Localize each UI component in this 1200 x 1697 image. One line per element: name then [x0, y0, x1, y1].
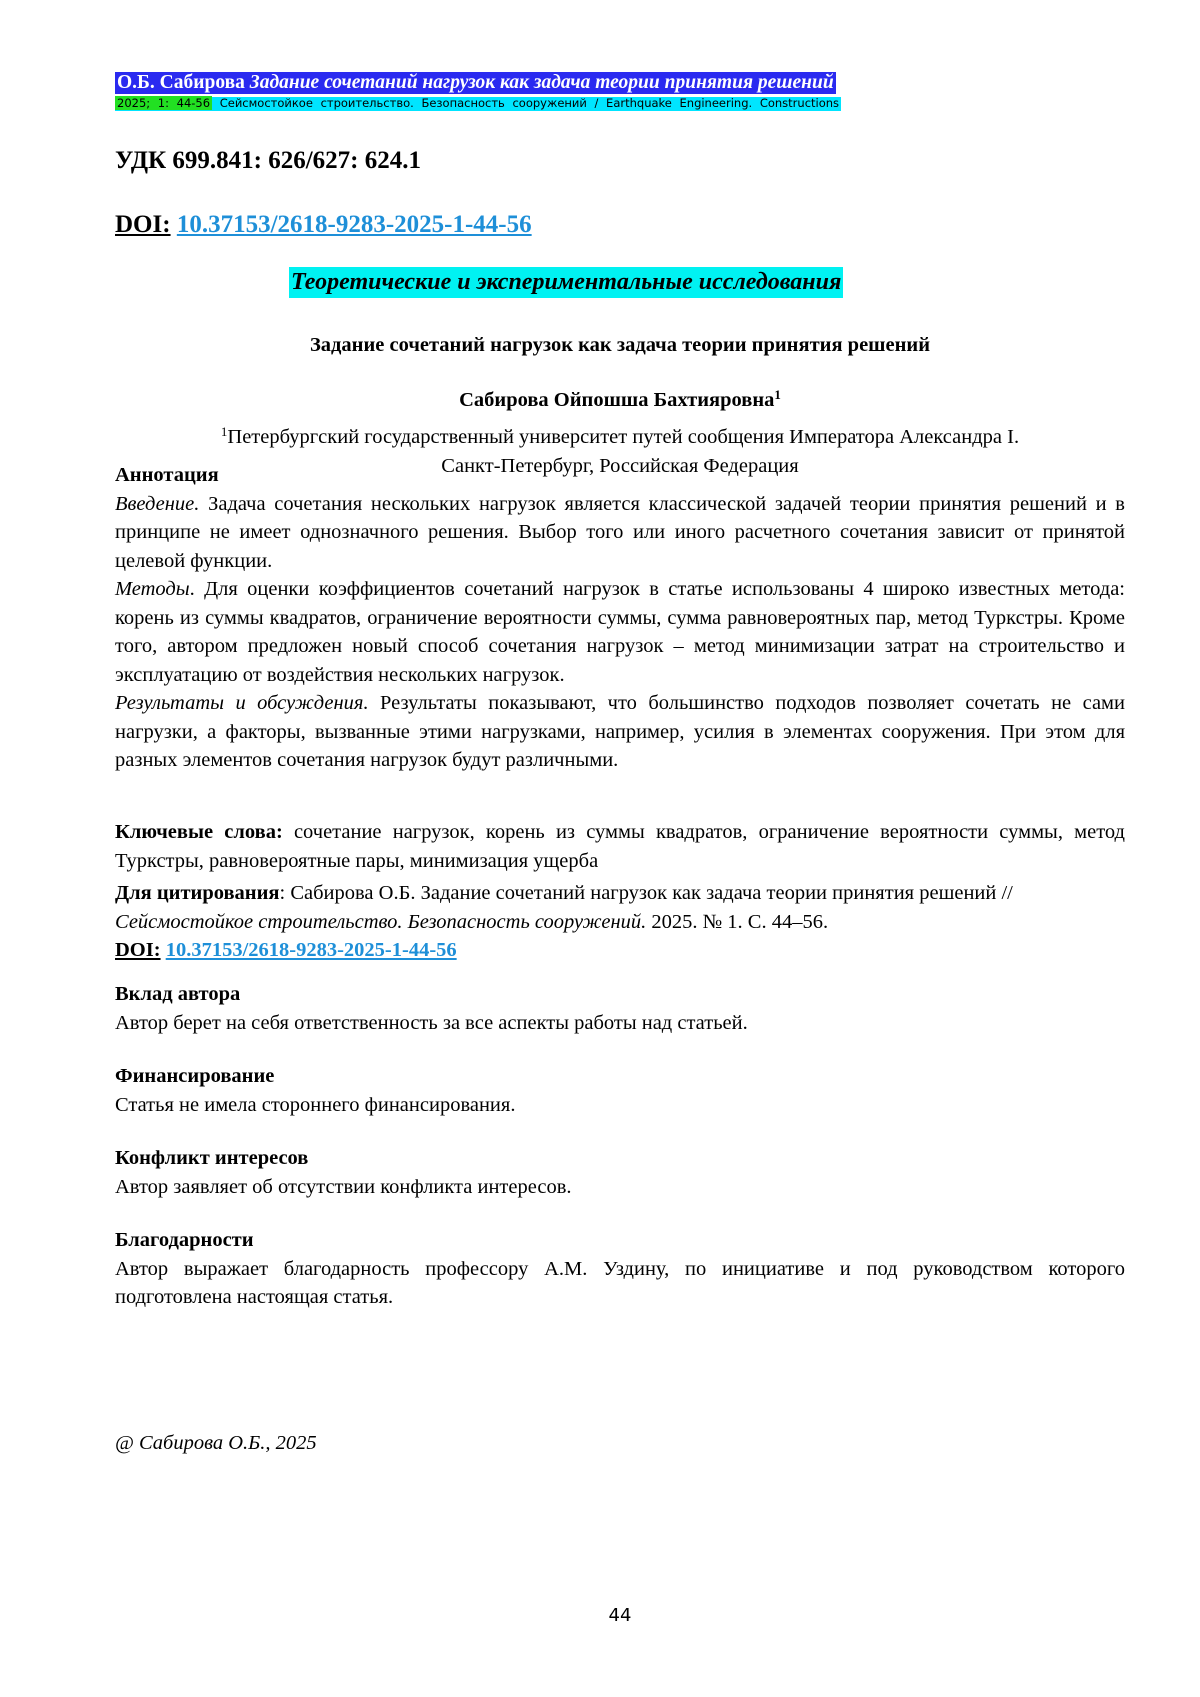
results-label: Результаты и обсуждения.: [115, 692, 369, 714]
copyright: @ Сабирова О.Б., 2025: [115, 1432, 317, 1455]
citation-journal: Сейсмостойкое строительство. Безопасность сооружений.: [115, 911, 646, 933]
running-head-title-line: [115, 72, 836, 94]
citation: Для цитирования: Сабирова О.Б. Задание сочетаний нагрузок как задача теории принятия решений // Сейсмостойкое строительство. Безопасность сооружений. 2025. № 1. С. 44–56. DOI: 10.37153/2618-9283-2025-1-44-56: [115, 879, 1125, 965]
citation-doi-link[interactable]: 10.37153/2618-9283-2025-1-44-56: [166, 939, 457, 961]
contribution-heading: Вклад автора: [115, 980, 1125, 1009]
abstract: [115, 461, 1125, 775]
conflict-heading: Конфликт интересов: [115, 1144, 1125, 1173]
doi-link[interactable]: 10.37153/2618-9283-2025-1-44-56: [177, 211, 532, 238]
introduction-label: Введение.: [115, 493, 199, 515]
acknowledgements-text: Автор выражает благодарность профессору А.М. Уздину, по инициативе и под руководством которого подготовлена настоящая статья.: [115, 1255, 1125, 1312]
running-head-journal: Сейсмостойкое строительство. Безопасность сооружений / Earthquake Engineering. Constructions: [220, 96, 839, 110]
doi-label: DOI:: [115, 211, 171, 238]
author-contribution: [115, 980, 1125, 1037]
abstract-introduction: Введение. Задача сочетания нескольких нагрузок является классической задачей теории принятия решений и в принципе не имеет однозначного решения. Выбор того или иного расчетного сочетания зависит от принятой целевой функции.: [115, 490, 1125, 576]
citation-doi: DOI: 10.37153/2618-9283-2025-1-44-56: [115, 939, 457, 961]
conflict-text: Автор заявляет об отсутствии конфликта интересов.: [115, 1173, 1125, 1202]
running-head-journal-line: [115, 97, 841, 110]
methods-label: Методы: [115, 578, 190, 600]
author-superscript: 1: [774, 387, 781, 402]
article-title: Задание сочетаний нагрузок как задача теории принятия решений: [115, 334, 1125, 357]
conflict-of-interest: [115, 1144, 1125, 1201]
funding: [115, 1062, 1125, 1119]
keywords: [115, 818, 1125, 875]
running-head: [115, 72, 841, 113]
funding-heading: Финансирование: [115, 1062, 1125, 1091]
keywords-label: Ключевые слова:: [115, 821, 283, 843]
udk-code: УДК 699.841: 626/627: 624.1: [115, 147, 421, 175]
affiliation-superscript: 1: [221, 424, 228, 439]
journal-page: [0, 0, 1200, 1697]
running-head-title: Задание сочетаний нагрузок как задача теории принятия решений: [250, 72, 834, 93]
author-name-text: Сабирова Ойпошша Бахтияровна: [459, 389, 774, 411]
funding-text: Статья не имела стороннего финансирования.: [115, 1091, 1125, 1120]
abstract-methods: Методы. Для оценки коэффициентов сочетаний нагрузок в статье использованы 4 широко известных метода: корень из суммы квадратов, ограничение вероятности суммы, сумма равновероятных пар, метод Туркстры. Кроме того, автором предложен новый способ сочетания нагрузок – метод минимизации затрат на строительство и эксплуатацию от воздействия нескольких нагрузок.: [115, 575, 1125, 689]
running-head-author: О.Б. Сабирова: [117, 72, 245, 93]
running-head-issue: 2025; 1: 44-56: [115, 96, 212, 110]
abstract-heading: Аннотация: [115, 461, 1125, 490]
keywords-text: сочетание нагрузок, корень из суммы квадратов, ограничение вероятности суммы, метод Туркстры, равновероятные пары, минимизация ущерба: [115, 821, 1125, 872]
page-number: 44: [0, 1605, 1200, 1626]
contribution-text: Автор берет на себя ответственность за все аспекты работы над статьей.: [115, 1009, 1125, 1038]
affiliation-line-1: 1Петербургский государственный университет путей сообщения Императора Александра I.: [115, 417, 1125, 452]
abstract-results: Результаты и обсуждения. Результаты показывают, что большинство подходов позволяет сочетать не сами нагрузки, а факторы, вызванные этими нагрузками, например, усилия в элементах сооружения. При этом для разных элементов сочетания нагрузок будут различными.: [115, 689, 1125, 775]
acknowledgements: [115, 1226, 1125, 1312]
citation-label: Для цитирования: [115, 882, 280, 904]
acknowledgements-heading: Благодарности: [115, 1226, 1125, 1255]
affiliation-line-2: Санкт-Петербург, Российская Федерация: [115, 452, 1125, 481]
doi-line: [115, 211, 532, 239]
author-name: [115, 387, 1125, 412]
section-heading: Теоретические и экспериментальные исследования: [289, 267, 843, 298]
